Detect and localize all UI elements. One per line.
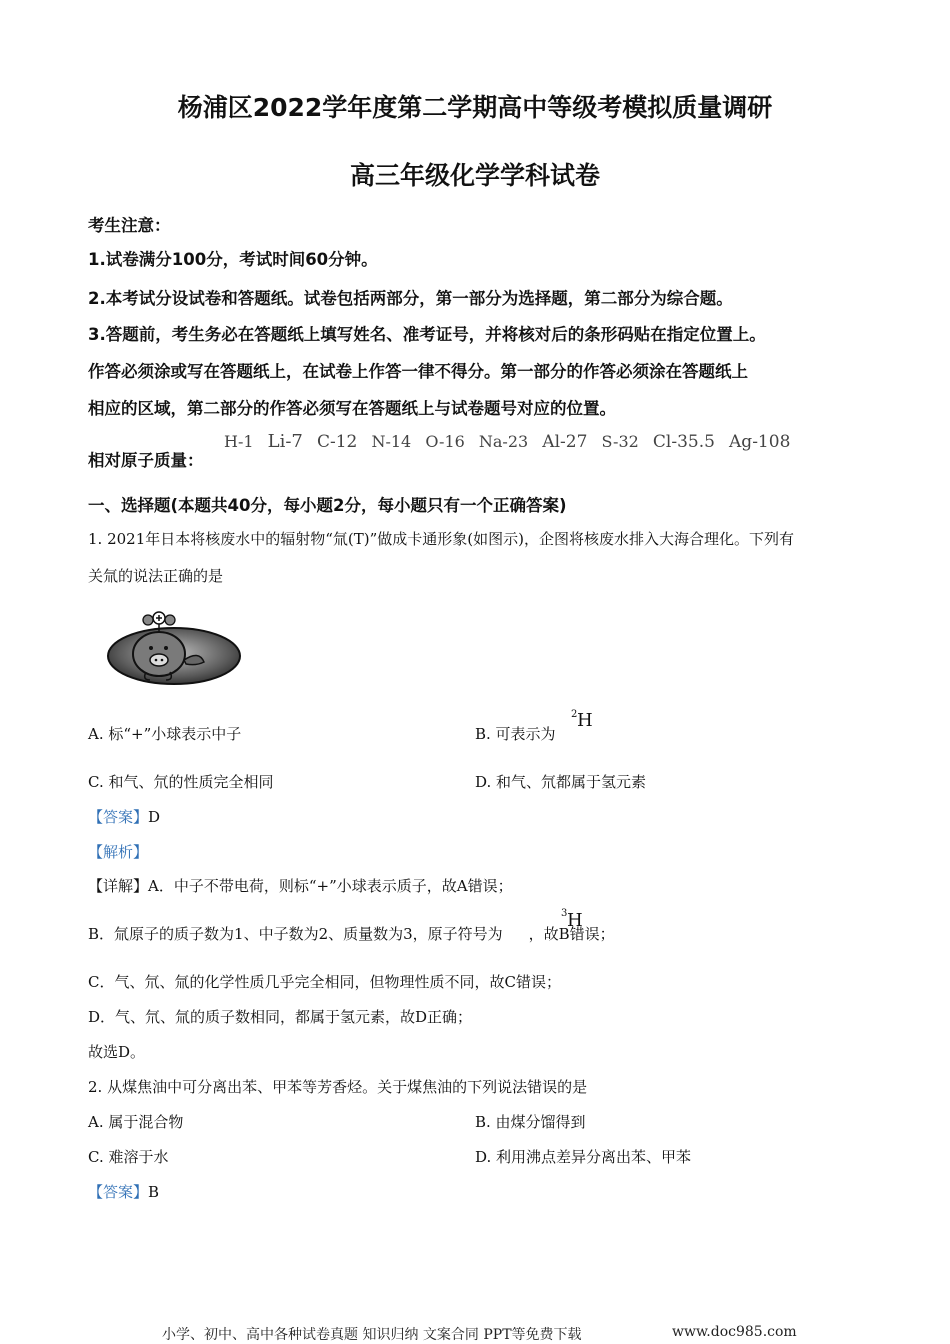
q2-option-b: B. 由煤分馏得到 [475,1113,586,1131]
q1-option-b: B. 可表示为 [475,725,556,743]
q1-option-d: D. 和气、氘都属于氢元素 [475,773,647,791]
q1-detail-d: D．气、氘、氚的质子数相同，都属于氢元素，故D正确； [88,1008,473,1026]
q1-option-a: A. 标“+”小球表示中子 [88,725,242,743]
q1-detail-b-mass-number: 3 [561,908,568,919]
footer-url[interactable]: www.doc985.com [672,1324,797,1340]
q2-answer [88,1181,159,1202]
q1-stem-line-2: 关氚的说法正确的是 [88,567,224,585]
detail-tag: 【详解】 [88,877,149,895]
q1-analysis-tag: 【解析】 [88,843,149,861]
section-heading-choice: 一、选择题(本题共40分，每小题2分，每小题只有一个正确答案) [88,496,567,515]
q2-option-d: D. 利用沸点差异分离出苯、甲苯 [475,1148,692,1166]
footer-text: 小学、初中、高中各种试卷真题 知识归纳 文案合同 PPT等免费下载 [162,1327,582,1343]
q1-detail-b-element-symbol: H [567,910,583,931]
atomic-mass-item: Li-7 [267,431,303,452]
q2-option-c: C. 难溶于水 [88,1148,169,1166]
q1-answer [88,806,160,827]
notice-item-3-line-1: 3.答题前，考生务必在答题纸上填写姓名、准考证号，并将核对后的条形码贴在指定位置上。 [88,325,766,344]
atomic-mass-item: H-1 [224,432,254,451]
q1-option-b-mass-number: 2 [571,709,578,720]
q1-detail-b [88,923,615,944]
answer-tag: 【答案】 [88,1183,149,1201]
notice-item-3-line-3: 相应的区域，第二部分的作答必须写在答题纸上与试卷题号对应的位置。 [88,399,616,418]
q1-conclusion: 故选D。 [88,1043,146,1061]
answer-value: D [148,808,161,826]
atomic-mass-item: Al-27 [542,432,588,452]
atomic-mass-item: S-32 [601,432,639,451]
atomic-mass-item: C-12 [316,432,358,452]
detail-b-end: ，故B错误； [528,925,615,943]
q1-stem-line-1: 1. 2021年日本将核废水中的辐射物“氚(T)”做成卡通形象(如图示)，企图将核废水排入大海合理化。下列有 [88,530,795,548]
atomic-mass-item: O-16 [425,432,465,451]
detail-b-text: B．氚原子的质子数为1、中子数为2、质量数为3，原子符号为 [88,925,503,943]
notice-item-3-line-2: 作答必须涂或写在答题纸上，在试卷上作答一律不得分。第一部分的作答必须涂在答题纸上 [88,362,748,381]
atomic-mass-item: Cl-35.5 [652,432,715,452]
detail-a-text: A．中子不带电荷，则标“+”小球表示质子，故A错误； [148,877,513,895]
q2-option-a: A. 属于混合物 [88,1113,184,1131]
atomic-mass-item: N-14 [371,432,412,451]
q2-stem: 2. 从煤焦油中可分离出苯、甲苯等芳香烃。关于煤焦油的下列说法错误的是 [88,1078,588,1096]
exam-subtitle: 高三年级化学学科试卷 [349,161,600,190]
notice-item-2: 2.本考试分设试卷和答题纸。试卷包括两部分，第一部分为选择题，第二部分为综合题。 [88,289,733,308]
atomic-mass-item: Na-23 [478,432,529,451]
q1-option-c: C. 和气、氘的性质完全相同 [88,773,274,791]
notice-heading: 考生注意： [88,216,171,235]
atomic-mass-list [224,431,799,452]
answer-tag: 【答案】 [88,808,149,826]
q1-detail-c: C．气、氘、氚的化学性质几乎完全相同，但物理性质不同，故C错误； [88,973,561,991]
tritium-cartoon-illustration [104,600,244,690]
q1-option-b-element-symbol: H [577,710,593,731]
notice-item-1: 1.试卷满分100分，考试时间60分钟。 [88,250,378,269]
q1-detail-a [88,875,513,896]
answer-value: B [148,1183,160,1201]
exam-title: 杨浦区2022学年度第二学期高中等级考模拟质量调研 [177,93,773,122]
atomic-mass-label: 相对原子质量： [88,451,204,470]
atomic-mass-item: Ag-108 [729,432,791,452]
